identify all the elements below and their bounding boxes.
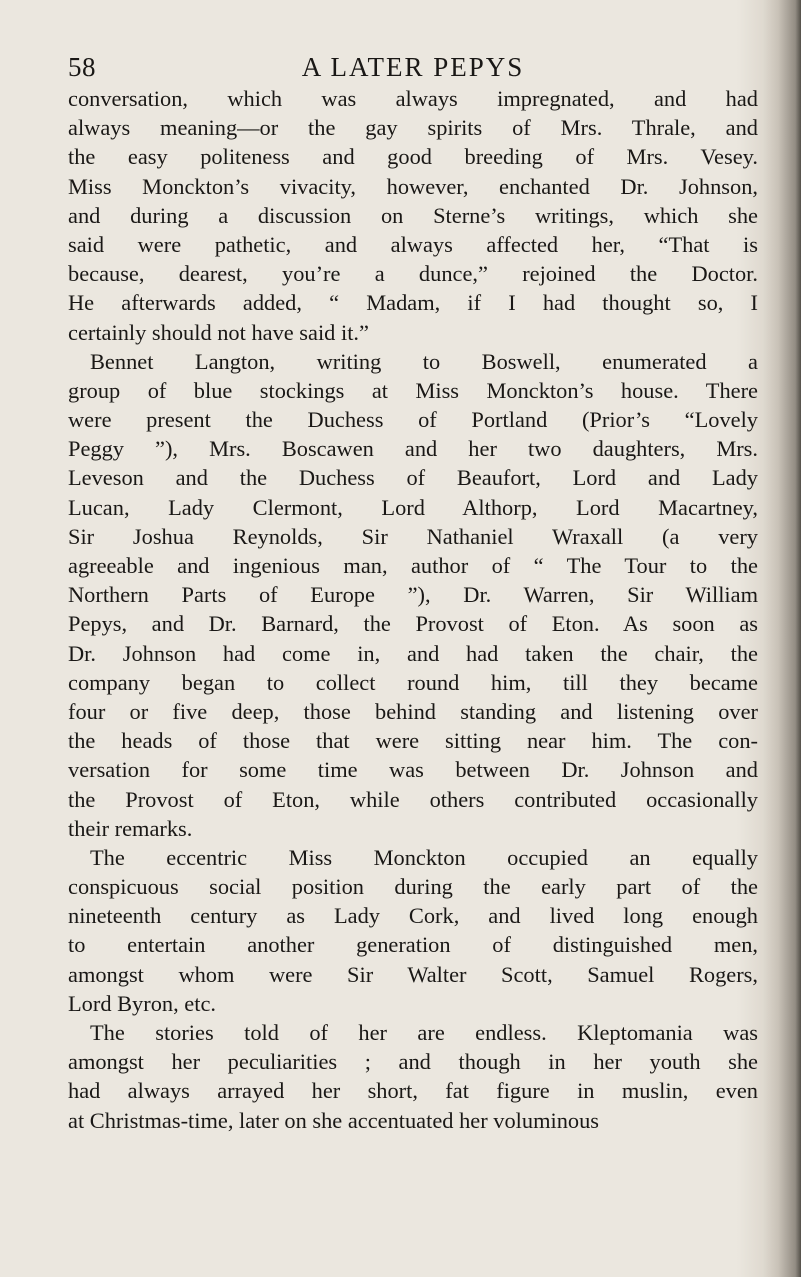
text-line: versation for some time was between Dr. Johnson and [68,757,758,783]
paragraph [68,843,758,1018]
running-title: A LATER PEPYS [301,52,525,82]
text-line: and during a discussion on Sterne’s writings, which she [68,202,758,228]
text-line: Dr. Johnson had come in, and had taken the chair, the [68,640,758,666]
text-line: Bennet Langton, writing to Boswell, enumerated a [90,348,758,374]
text-line: four or five deep, those behind standing and listening over [68,698,758,724]
text-line: conversation, which was always impregnated, and had [68,86,758,111]
text-line: Northern Parts of Europe ”), Dr. Warren, Sir William [68,582,758,608]
text-line: agreeable and ingenious man, author of “ The Tour to the [68,553,758,578]
body-text [68,84,758,1135]
text-line: Pepys, and Dr. Barnard, the Provost of Eton. As soon as [68,611,758,637]
paragraph [68,1018,758,1135]
text-line: Sir Joshua Reynolds, Sir Nathaniel Wraxall (a very [68,523,758,549]
text-line: amongst her peculiarities ; and though in her youth she [68,1049,758,1075]
text-line: group of blue stockings at Miss Monckton’s house. There [68,377,758,403]
text-line: Lucan, Lady Clermont, Lord Althorp, Lord Macartney, [68,494,758,520]
text-line: nineteenth century as Lady Cork, and lived long enough [68,903,758,929]
text-line: certainly should not have said it.” [68,319,369,345]
text-line: Lord Byron, etc. [68,990,216,1016]
text-line: at Christmas-time, later on she accentuated her voluminous [68,1107,600,1133]
page-edge-shadow [763,0,801,1277]
text-line: The stories told of her are endless. Kleptomania was [90,1020,758,1045]
text-line: their remarks. [68,815,193,841]
text-line: amongst whom were Sir Walter Scott, Samuel Rogers, [68,961,758,987]
text-line: always meaning—or the gay spirits of Mrs. Thrale, and [68,115,758,141]
page-header [68,52,758,86]
text-line: Peggy ”), Mrs. Boscawen and her two daughters, Mrs. [68,436,758,462]
text-line: said were pathetic, and always affected her, “That is [68,231,758,257]
paragraph [68,84,758,347]
text-line: Leveson and the Duchess of Beaufort, Lord and Lady [68,465,758,491]
text-line: because, dearest, you’re a dunce,” rejoined the Doctor. [68,261,758,287]
text-line: He afterwards added, “ Madam, if I had thought so, I [68,290,758,316]
text-line: the Provost of Eton, while others contributed occasionally [68,786,758,812]
paragraph [68,347,758,843]
text-line: company began to collect round him, till they became [68,669,758,695]
text-line: the easy politeness and good breeding of Mrs. Vesey. [68,144,758,170]
text-line: Miss Monckton’s vivacity, however, enchanted Dr. Johnson, [68,173,758,199]
page-number: 58 [68,52,96,82]
text-line: were present the Duchess of Portland (Prior’s “Lovely [68,407,758,433]
text-line: to entertain another generation of distinguished men, [68,932,758,958]
text-line: had always arrayed her short, fat figure in muslin, even [68,1078,758,1104]
text-line: The eccentric Miss Monckton occupied an equally [90,844,758,870]
text-line: the heads of those that were sitting near him. The con- [68,728,758,754]
text-line: conspicuous social position during the early part of the [68,874,758,900]
